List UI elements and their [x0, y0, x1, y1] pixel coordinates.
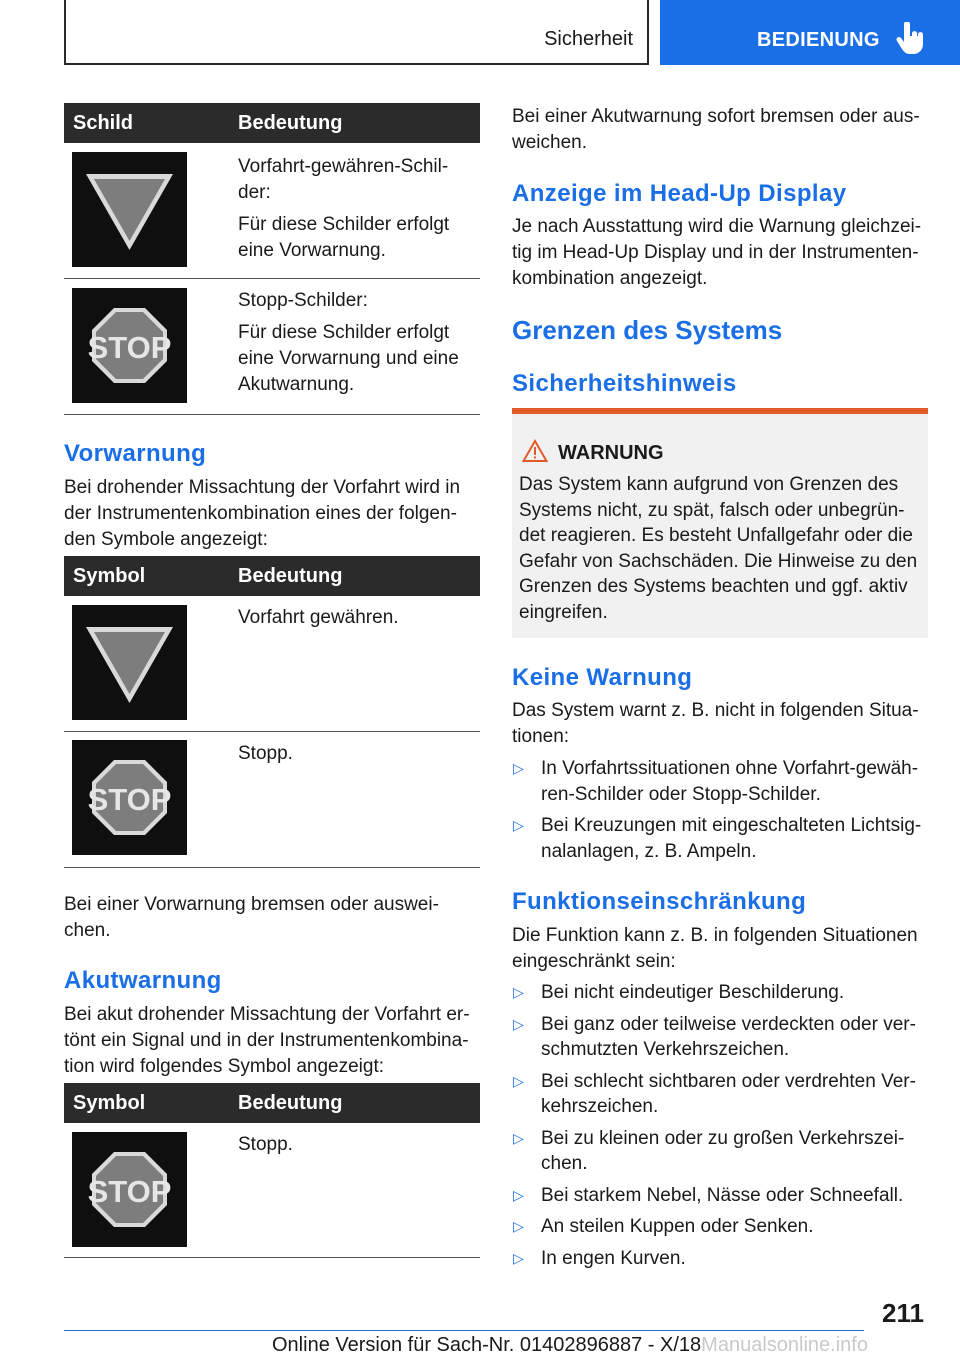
text-line: An steilen Kuppen oder Senken.	[541, 1216, 814, 1237]
text-line: chen.	[64, 920, 111, 941]
list-item	[512, 1214, 928, 1240]
akutwarnung-text	[64, 1002, 480, 1080]
text-line: Bei einer Akutwarnung sofort bremsen oder aus-	[512, 106, 920, 127]
text-line: der Instrumentenkombination eines der folgen-	[64, 503, 457, 524]
list-item	[512, 1069, 928, 1120]
sign-table	[64, 103, 480, 415]
svg-text:STOP: STOP	[87, 1174, 172, 1209]
list-item	[512, 1012, 928, 1063]
text-line: chen.	[541, 1153, 588, 1174]
bullet-triangle-icon: ▷	[513, 817, 524, 833]
col-header-meaning: Bedeutung	[238, 112, 343, 134]
text-line: Das System kann aufgrund von Grenzen des	[519, 474, 899, 495]
text-line: tig im Head-Up Display und in der Instrumenten-	[512, 242, 919, 263]
hand-pointer-icon	[896, 22, 926, 56]
text-line: eingreifen.	[519, 601, 608, 623]
header-section-title: Sicherheit	[544, 28, 633, 50]
row-description: Stopp.	[238, 1134, 293, 1155]
text-line: Bei ganz oder teilweise verdeckten oder ver-	[541, 1013, 916, 1035]
text-line: Akutwarnung.	[238, 374, 355, 395]
function-limits-text	[512, 923, 928, 975]
text-line: Die Funktion kann z. B. in folgenden Situationen	[512, 925, 918, 946]
warning-title: WARNUNG	[558, 442, 664, 464]
version-text: Online Version für Sach-Nr. 01402896887 - X/18	[272, 1334, 702, 1356]
col-header-symbol: Symbol	[73, 565, 146, 587]
list-item	[512, 1246, 928, 1272]
heading-hud: Anzeige im Head-Up Display	[512, 180, 847, 207]
col-header-meaning: Bedeutung	[238, 565, 343, 587]
header-chapter-tab	[660, 0, 960, 65]
vorwarnung-advice	[64, 892, 480, 944]
text-line: ren-Schilder oder Stopp-Schilder.	[541, 783, 821, 805]
list-item	[512, 756, 928, 807]
row-description	[238, 154, 478, 264]
text-line: den Symbole angezeigt:	[64, 529, 268, 550]
akut-symbol-table	[64, 1083, 480, 1258]
heading-akutwarnung: Akutwarnung	[64, 967, 222, 994]
table-row	[64, 143, 480, 279]
table-row	[64, 279, 480, 415]
watermark-text: Manualsonline.info	[701, 1334, 868, 1356]
text-line: eine Vorwarnung.	[238, 240, 386, 261]
text-line: schmutzten Verkehrszeichen.	[541, 1039, 790, 1060]
no-warning-text	[512, 698, 928, 750]
symbol-table-header	[64, 556, 480, 596]
text-line: Bei nicht eindeutiger Beschilderung.	[541, 982, 845, 1003]
footer-divider	[64, 1330, 864, 1331]
text-line: Bei akut drohender Missachtung der Vorfahrt er-	[64, 1004, 470, 1025]
footer-version	[272, 1334, 868, 1357]
text-line: nalanlagen, z. B. Ampeln.	[541, 840, 757, 862]
text-line: Bei starkem Nebel, Nässe oder Schneefall.	[541, 1184, 904, 1206]
list-item	[512, 1183, 928, 1209]
text-line: Vorfahrt-gewähren-Schil-	[238, 156, 449, 177]
yield-sign-icon	[72, 605, 187, 720]
text-line: der:	[238, 182, 271, 203]
svg-text:STOP: STOP	[87, 330, 172, 365]
list-item	[512, 980, 928, 1006]
stop-sign-icon	[72, 740, 187, 855]
heading-limits: Grenzen des Systems	[512, 315, 783, 345]
sign-table-header	[64, 103, 480, 143]
heading-vorwarnung: Vorwarnung	[64, 440, 207, 467]
text-line: eingeschränkt sein:	[512, 951, 676, 972]
hud-text	[512, 214, 928, 292]
bullet-triangle-icon: ▷	[513, 984, 524, 1000]
text-line: Bei schlecht sichtbaren oder verdrehten Ver-	[541, 1070, 916, 1092]
svg-text:STOP: STOP	[87, 782, 172, 817]
text-line: Grenzen des Systems beachten und ggf. aktiv	[519, 576, 908, 597]
table-row	[64, 1123, 480, 1258]
text-line: Bei einer Vorwarnung bremsen oder auswei-	[64, 894, 439, 915]
bullet-triangle-icon: ▷	[513, 1015, 524, 1032]
text-line: Bei Kreuzungen mit eingeschalteten Lichtsig-	[541, 815, 922, 836]
text-line: Gefahr von Sachschäden. Die Hinweise zu den	[519, 550, 918, 572]
text-line: tion wird folgendes Symbol angezeigt:	[64, 1056, 385, 1077]
table-row	[64, 596, 480, 732]
text-line: Bei drohender Missachtung der Vorfahrt wird in	[64, 477, 461, 498]
heading-safety: Sicherheitshinweis	[512, 370, 737, 397]
akut-table-header	[64, 1083, 480, 1123]
akut-advice	[512, 104, 928, 156]
vorwarnung-text	[64, 475, 480, 553]
col-header-meaning: Bedeutung	[238, 1092, 343, 1114]
stop-sign-icon	[72, 288, 187, 403]
text-line: kombination angezeigt.	[512, 268, 708, 289]
list-item	[512, 813, 928, 864]
list-item	[512, 1126, 928, 1177]
row-description: Stopp.	[238, 743, 293, 764]
header-chapter-title: BEDIENUNG	[757, 29, 880, 51]
text-line: det reagieren. Es besteht Unfallgefahr oder die	[519, 525, 913, 546]
table-row	[64, 732, 480, 868]
symbol-table	[64, 556, 480, 868]
text-line: Stopp-Schilder:	[238, 290, 368, 311]
text-line: tionen:	[512, 726, 570, 747]
text-line: Systems nicht, zu spät, falsch oder unbegrün-	[519, 499, 905, 521]
text-line: Je nach Ausstattung wird die Warnung gleichzei-	[512, 216, 922, 237]
bullet-triangle-icon: ▷	[513, 1129, 524, 1146]
warning-triangle-icon	[522, 439, 548, 463]
stop-sign-icon	[72, 1132, 187, 1247]
text-line: Für diese Schilder erfolgt	[238, 214, 450, 235]
row-description: Vorfahrt gewähren.	[238, 607, 399, 628]
heading-function-limits: Funktionseinschränkung	[512, 888, 807, 915]
warning-box	[512, 408, 928, 638]
text-line: tönt ein Signal und in der Instrumentenkombina-	[64, 1030, 469, 1051]
col-header-sign: Schild	[73, 112, 134, 134]
text-line: In Vorfahrtssituationen ohne Vorfahrt-gewäh-	[541, 758, 919, 779]
no-warning-list	[512, 756, 928, 870]
text-line: kehrszeichen.	[541, 1096, 659, 1117]
text-line: eine Vorwarnung und eine	[238, 348, 459, 369]
function-limits-list	[512, 980, 928, 1277]
yield-sign-icon	[72, 152, 187, 267]
bullet-triangle-icon: ▷	[513, 760, 524, 776]
bullet-triangle-icon: ▷	[513, 1218, 524, 1234]
row-description	[238, 288, 478, 398]
text-line: Für diese Schilder erfolgt	[238, 322, 450, 343]
warning-text	[519, 472, 919, 625]
text-line: In engen Kurven.	[541, 1247, 686, 1269]
text-line: Bei zu kleinen oder zu großen Verkehrszei-	[541, 1127, 905, 1149]
text-line: Das System warnt z. B. nicht in folgenden Situa-	[512, 700, 919, 721]
text-line: weichen.	[512, 132, 587, 153]
bullet-triangle-icon: ▷	[513, 1072, 524, 1089]
header-section-box	[64, 0, 649, 65]
page-number: 211	[882, 1298, 924, 1328]
bullet-triangle-icon: ▷	[513, 1249, 524, 1266]
heading-no-warning: Keine Warnung	[512, 664, 693, 691]
bullet-triangle-icon: ▷	[513, 1186, 524, 1203]
col-header-symbol: Symbol	[73, 1092, 146, 1114]
